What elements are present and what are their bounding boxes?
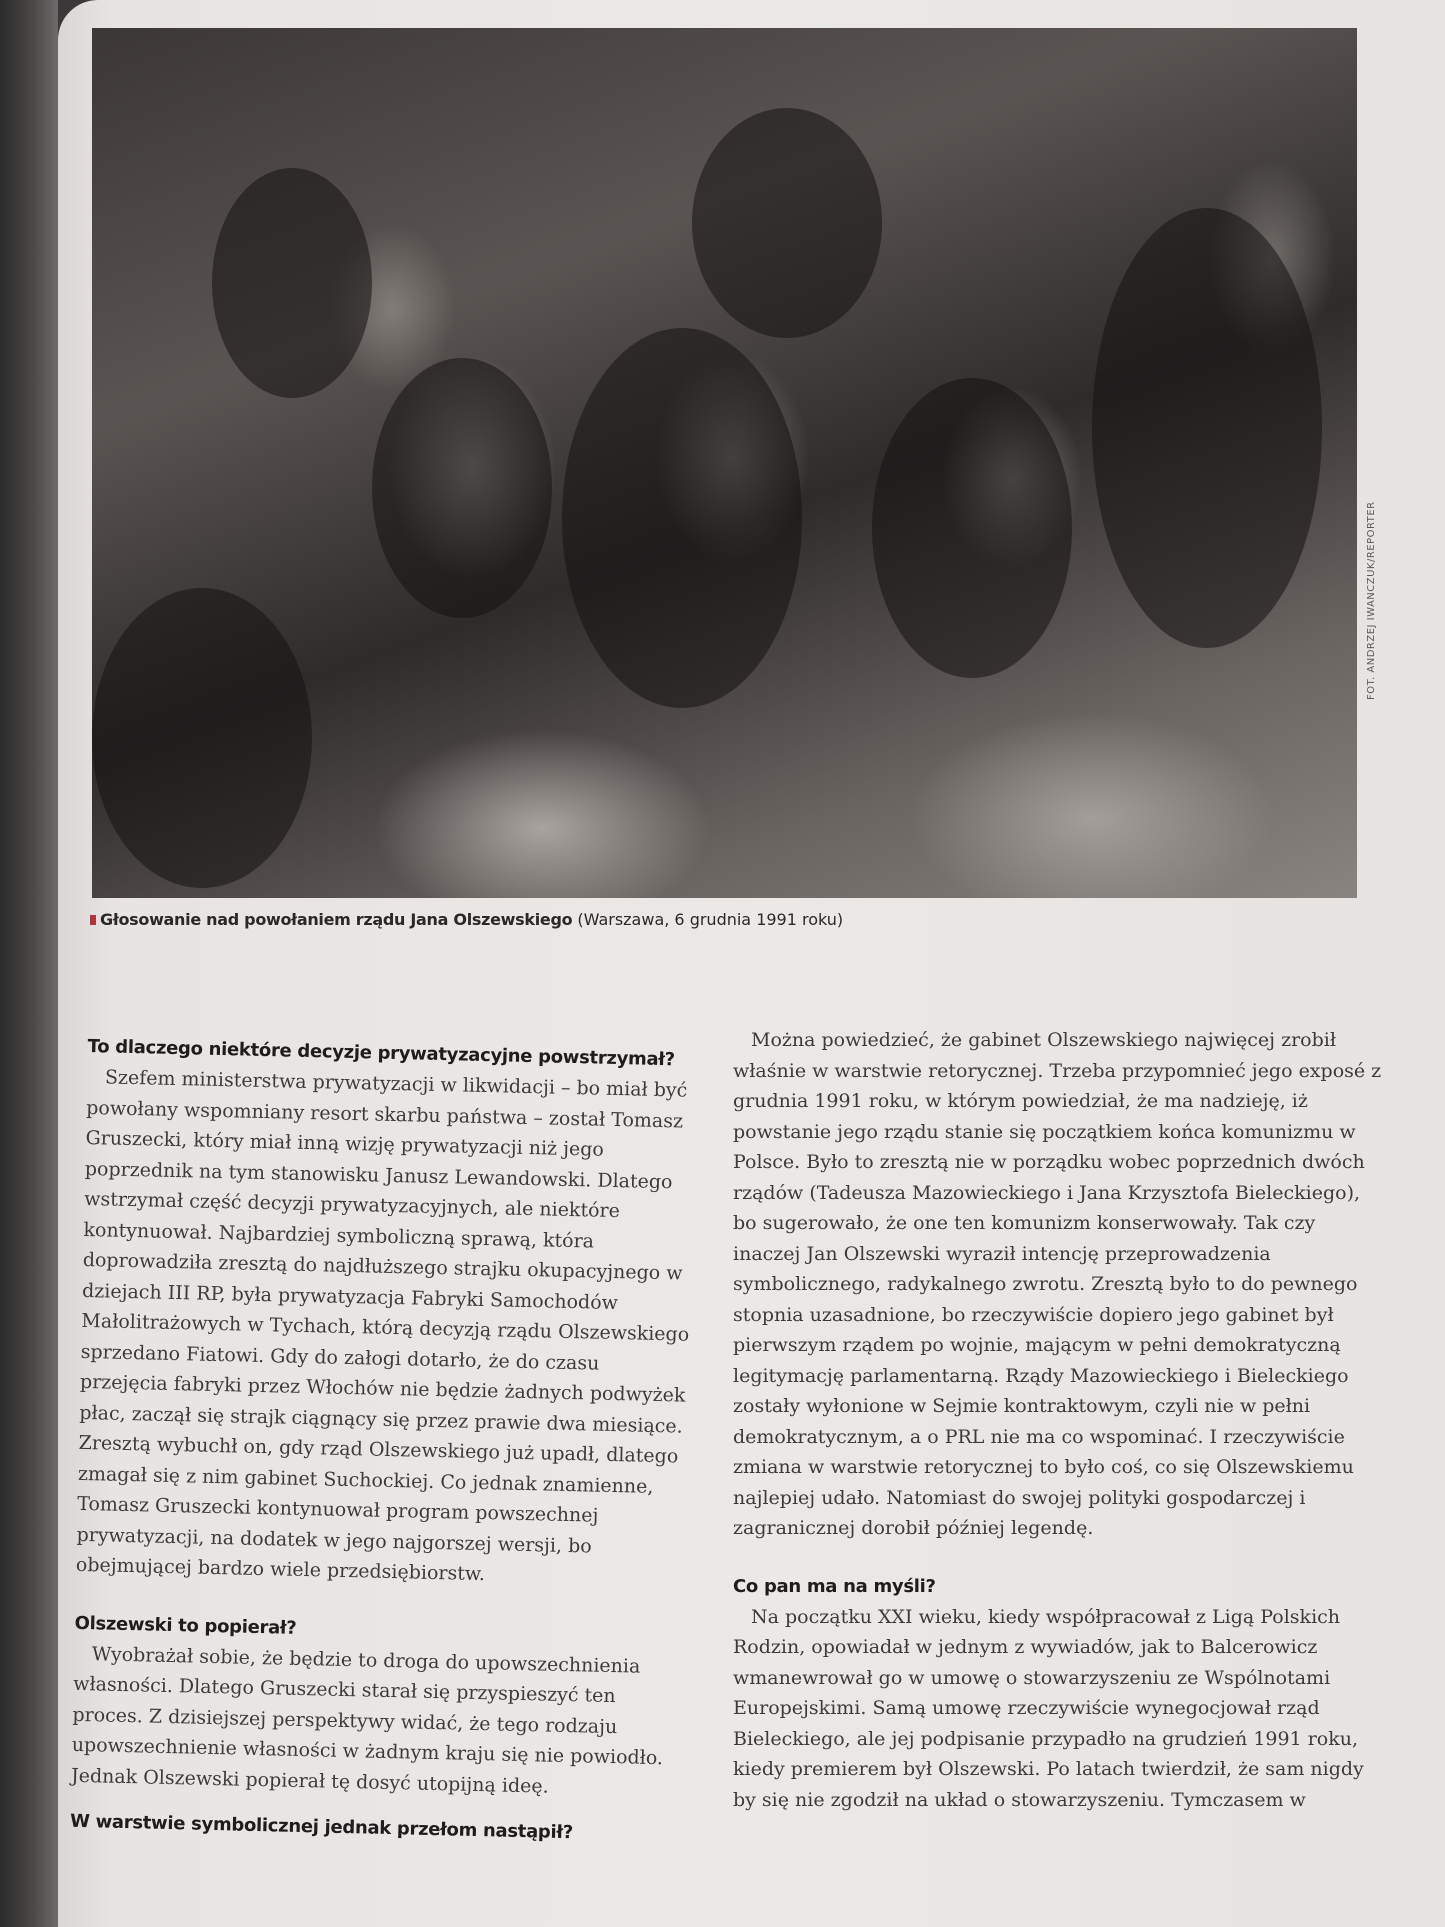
photo-caption	[90, 910, 1290, 929]
interview-answer: Można powiedzieć, że gabinet Olszewskiego najwięcej zrobił właśnie w warstwie retorycznej. Trzeba przypomnieć jego exposé z grudnia 1991 roku, w którym powiedział, że ma nadzieję, iż powstanie jego rządu stanie się początkiem końca komunizmu w Polsce. Było to zresztą nie w porządku wobec poprzednich dwóch rządów (Tadeusza Mazowieckiego i Jana Krzysztofa Bieleckiego), bo sugerowało, że one ten komunizm konserwowały. Tak czy inaczej Jan Olszewski wyraził intencję przeprowadzenia symbolicznego, radykalnego zwrotu. Zresztą było to do pewnego stopnia uzasadnione, bo rzeczywiście dopiero jego gabinet był pierwszym rządem po wojnie, mającym w pełni demokratyczną legitymację parlamentarną. Rządy Mazowieckiego i Bieleckiego zostały wyłonione w Sejmie kontraktowym, czyli nie w pełni demokratycznym, a o PRL nie ma co wspominać. I rzeczywiście zmiana w warstwie retorycznej to było coś, co się Olszewskiemu najlepiej udało. Natomiast do swojej polityki gospodarczej i zagranicznej dorobił później legendę.	[733, 1029, 1382, 1539]
right-text-column	[733, 1025, 1383, 1815]
parliament-vote-photo	[92, 28, 1357, 898]
photo-figure	[692, 108, 882, 338]
photo-figure	[562, 328, 802, 708]
interview-answer: Na początku XXI wieku, kiedy współpracował z Ligą Polskich Rodzin, opowiadał w jednym z wywiadów, jak to Balcerowicz wmanewrował go w umowę o stowarzyszeniu ze Wspólnotami Europejskimi. Samą umowę rzeczywiście wynegocjował rząd Bieleckiego, ale jej podpisanie przypadło na grudzień 1991 roku, kiedy premierem był Olszewski. Po latach twierdził, że sam nigdy by się nie zgodził na układ o stowarzyszeniu. Tymczasem w	[733, 1605, 1364, 1811]
interview-answer: Szefem ministerstwa prywatyzacji w likwidacji – bo miał być powołany wspomniany resort skarbu państwa – został Tomasz Gruszecki, który miał inną wizję prywatyzacji niż jego poprzednik na tym stanowisku Janusz Lewandowski. Dlatego wstrzymał część decyzji prywatyzacyjnych, ale niektóre kontynuował. Najbardziej symboliczną sprawą, która doprowadziła zresztą do najdłuższego strajku okupacyjnego w dziejach III RP, była prywatyzacja Fabryki Samochodów Małolitrażowych w Tychach, którą decyzją rządu Olszewskiego sprzedano Fiatowi. Gdy do załogi dotarło, że do czasu przejęcia fabryki przez Włochów nie będzie żadnych podwyżek płac, zaczął się strajk ciągnący się przez prawie dwa miesiące. Zresztą wybuchł on, gdy rząd Olszewskiego już upadł, dlatego zmagał się z nim gabinet Suchockiej. Co jednak znamienne, Tomasz Gruszecki kontynuował program powszechnej prywatyzacji, na dodatek w jego najgorszej wersji, bo obejmującej bardzo wiele przedsiębiorstw.	[75, 1066, 690, 1586]
interview-question: Co pan ma na myśli?	[733, 1575, 936, 1597]
book-spine-shadow	[0, 0, 58, 1927]
photo-figure	[212, 168, 372, 398]
interview-question: W warstwie symbolicznej jednak przełom nastąpił?	[69, 1810, 574, 1844]
interview-question: To dlaczego niektóre decyzje prywatyzacyjne powstrzymał?	[87, 1035, 676, 1071]
photo-credit: FOT. ANDRZEJ IWANCZUK/REPORTER	[1366, 501, 1377, 700]
left-text-column	[70, 1032, 698, 1851]
photo-figure	[1092, 208, 1322, 648]
caption-marker	[90, 915, 96, 925]
caption-details: (Warszawa, 6 grudnia 1991 roku)	[572, 910, 844, 929]
interview-answer: Wyobrażał sobie, że będzie to droga do upowszechnienia własności. Dlatego Gruszecki starał się przyspieszyć ten proces. Z dzisiejszej perspektywy widać, że tego rodzaju upowszechnienie własności w żadnym kraju się nie powiodło. Jednak Olszewski popierał tę dosyć utopijną ideę.	[70, 1642, 664, 1798]
photo-figure	[872, 378, 1072, 678]
photo-figure	[92, 588, 312, 888]
caption-title: Głosowanie nad powołaniem rządu Jana Olszewskiego	[100, 910, 573, 929]
photo-figure	[372, 358, 552, 618]
interview-question: Olszewski to popierał?	[74, 1612, 297, 1639]
